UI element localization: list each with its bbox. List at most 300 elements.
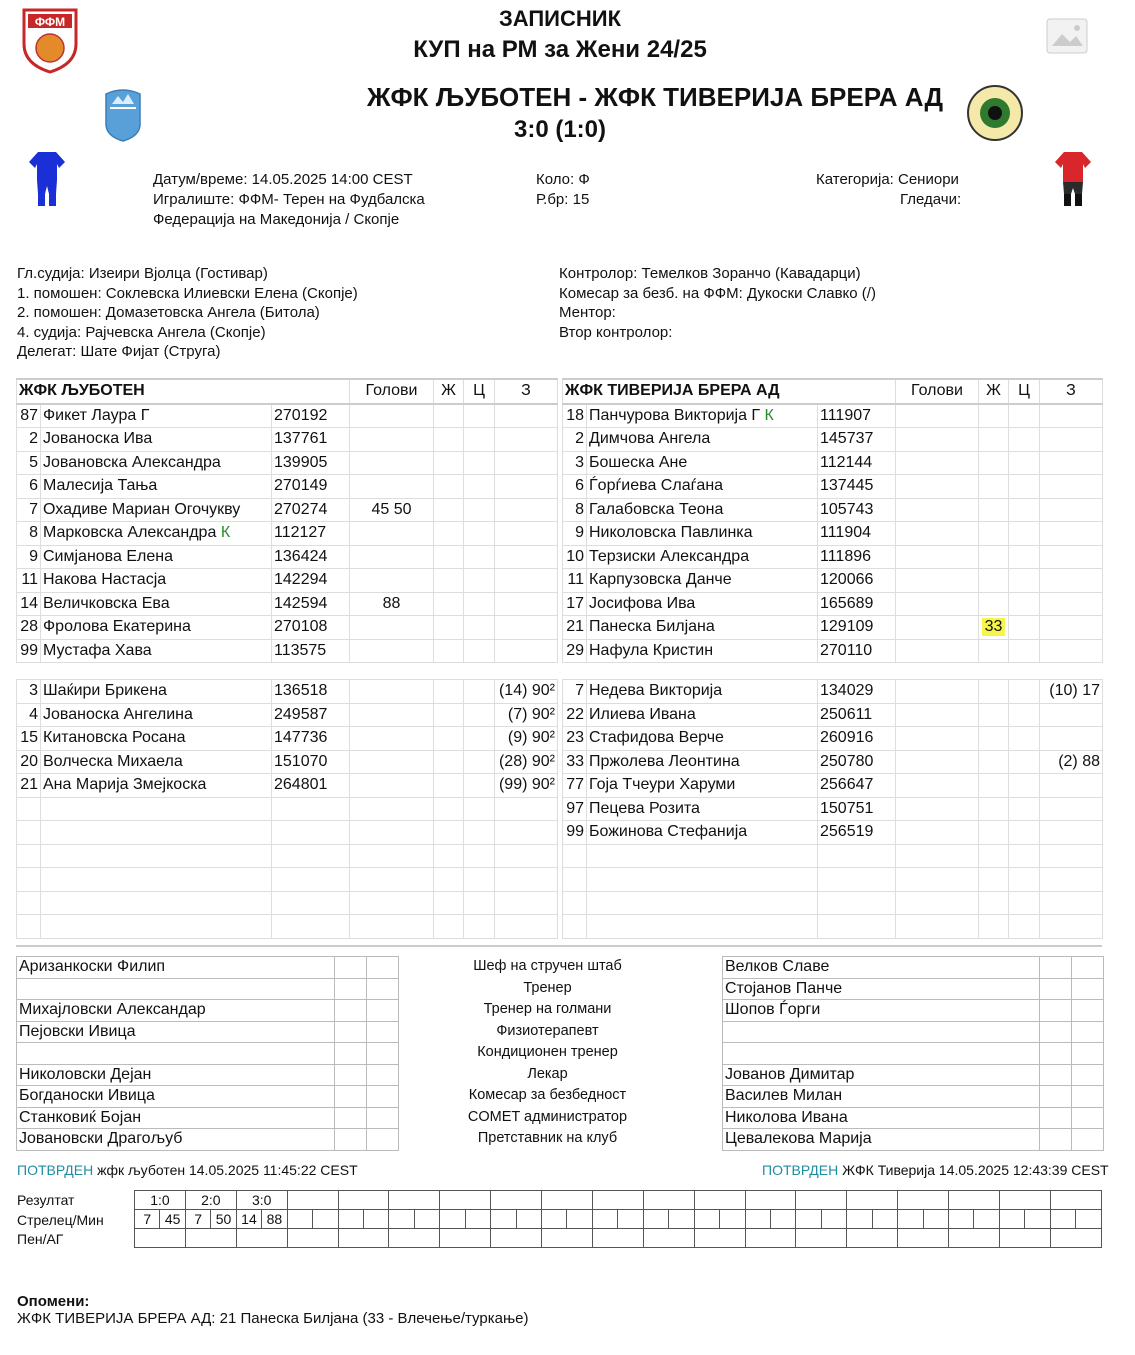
player-row bbox=[563, 797, 1103, 821]
player-id: 142294 bbox=[272, 569, 350, 593]
cautions-title: Опомени: bbox=[17, 1293, 90, 1310]
penalty-cell bbox=[796, 1229, 847, 1248]
player-name-text: Малесија Тања bbox=[43, 477, 158, 495]
penalty-cell bbox=[694, 1229, 745, 1248]
player-row bbox=[17, 428, 558, 452]
player-yellow bbox=[434, 774, 464, 798]
player-sub bbox=[495, 451, 558, 475]
staff-role: Тренер bbox=[523, 979, 572, 996]
player-goals bbox=[350, 522, 434, 546]
empty-cell bbox=[818, 915, 896, 939]
player-row bbox=[563, 522, 1103, 546]
result-score bbox=[949, 1191, 1000, 1210]
player-number: 6 bbox=[17, 475, 41, 499]
result-score bbox=[1050, 1191, 1101, 1210]
player-number: 10 bbox=[563, 545, 587, 569]
player-goals bbox=[350, 404, 434, 428]
scorer-cell bbox=[847, 1210, 872, 1229]
player-number: 11 bbox=[17, 569, 41, 593]
empty-cell bbox=[1072, 978, 1104, 1000]
empty-cell bbox=[335, 1107, 367, 1129]
penalty-cell bbox=[185, 1229, 236, 1248]
staff-name: Пејовски Ивица bbox=[17, 1021, 335, 1043]
player-row bbox=[563, 569, 1103, 593]
player-name-text: Недева Викторија bbox=[589, 682, 723, 700]
player-sub bbox=[1040, 569, 1103, 593]
player-red bbox=[464, 475, 495, 499]
empty-cell bbox=[495, 915, 558, 939]
empty-cell bbox=[587, 844, 818, 868]
player-name bbox=[587, 522, 818, 546]
player-name-text: Ѓорѓиева Слаѓана bbox=[589, 477, 724, 495]
home-club-logo bbox=[104, 88, 142, 146]
staff-name: Станковиќ Бојан bbox=[17, 1107, 335, 1129]
player-id: 105743 bbox=[818, 498, 896, 522]
player-sub bbox=[1040, 498, 1103, 522]
player-row bbox=[17, 750, 558, 774]
empty-cell bbox=[367, 1107, 399, 1129]
player-id: 111907 bbox=[818, 404, 896, 428]
scorer-cell bbox=[669, 1210, 694, 1229]
player-row bbox=[17, 891, 558, 915]
player-goals: 45 50 bbox=[350, 498, 434, 522]
player-row bbox=[17, 774, 558, 798]
player-name bbox=[41, 569, 272, 593]
empty-cell bbox=[1072, 1021, 1104, 1043]
staff-name: Аризанкоски Филип bbox=[17, 957, 335, 979]
player-sub bbox=[495, 639, 558, 663]
player-id: 147736 bbox=[272, 727, 350, 751]
player-red bbox=[464, 404, 495, 428]
player-yellow bbox=[434, 592, 464, 616]
staff-name: Велков Славе bbox=[723, 957, 1040, 979]
score: 3:0 (1:0) bbox=[513, 116, 607, 143]
official-line: Втор контролор: bbox=[559, 323, 673, 341]
result-score bbox=[745, 1191, 796, 1210]
divider bbox=[16, 945, 1102, 947]
player-sub bbox=[1040, 451, 1103, 475]
player-number: 21 bbox=[563, 616, 587, 640]
player-sub: (10) 17 bbox=[1040, 680, 1103, 704]
penalty-label: Пен/АГ bbox=[17, 1231, 64, 1247]
officials-right bbox=[559, 264, 876, 342]
empty-cell bbox=[495, 891, 558, 915]
staff-row bbox=[723, 1107, 1104, 1129]
col-sub: З bbox=[1040, 379, 1103, 404]
staff-name bbox=[17, 1043, 335, 1065]
empty-cell bbox=[896, 868, 979, 892]
scorer-cell bbox=[338, 1210, 363, 1229]
staff-row bbox=[17, 1064, 399, 1086]
player-row bbox=[563, 821, 1103, 845]
player-red bbox=[1009, 404, 1040, 428]
empty-cell bbox=[979, 891, 1009, 915]
empty-cell bbox=[464, 868, 495, 892]
empty-cell bbox=[464, 844, 495, 868]
competition-title: КУП на РМ за Жени 24/25 bbox=[413, 36, 707, 63]
player-number: 2 bbox=[563, 428, 587, 452]
empty-cell bbox=[41, 797, 272, 821]
player-sub: (9) 90² bbox=[495, 727, 558, 751]
empty-cell bbox=[367, 1043, 399, 1065]
player-row bbox=[563, 545, 1103, 569]
empty-cell bbox=[17, 797, 41, 821]
player-name-text: Терзиски Александра bbox=[589, 547, 750, 565]
player-row bbox=[17, 545, 558, 569]
staff-row bbox=[723, 1086, 1104, 1108]
empty-cell bbox=[563, 915, 587, 939]
staff-row bbox=[723, 978, 1104, 1000]
player-sub bbox=[1040, 616, 1103, 640]
player-name-text: Илиева Ивана bbox=[589, 705, 696, 723]
player-red bbox=[464, 703, 495, 727]
player-name-text: Марковска Александра bbox=[43, 524, 217, 542]
match-datetime: Датум/време: 14.05.2025 14:00 CEST bbox=[153, 171, 413, 188]
scorer-cell bbox=[999, 1210, 1024, 1229]
player-row bbox=[17, 727, 558, 751]
player-id: 264801 bbox=[272, 774, 350, 798]
match-round: Коло: Ф bbox=[536, 171, 590, 188]
empty-cell bbox=[335, 978, 367, 1000]
player-goals bbox=[896, 680, 979, 704]
penalty-cell bbox=[847, 1229, 898, 1248]
player-yellow bbox=[979, 404, 1009, 428]
empty-cell bbox=[464, 821, 495, 845]
player-goals bbox=[896, 639, 979, 663]
player-name-text: Јовановска Александра bbox=[43, 453, 221, 471]
player-red bbox=[464, 639, 495, 663]
player-red bbox=[1009, 428, 1040, 452]
official-line: Делегат: Шате Фијат (Струга) bbox=[17, 343, 221, 361]
empty-cell bbox=[896, 844, 979, 868]
penalty-cell bbox=[949, 1229, 1000, 1248]
player-row bbox=[17, 498, 558, 522]
empty-cell bbox=[434, 821, 464, 845]
staff-name bbox=[723, 1043, 1040, 1065]
staff-row bbox=[17, 957, 399, 979]
away-confirmation bbox=[762, 1160, 1109, 1180]
scorer-cell: 14 bbox=[236, 1210, 261, 1229]
player-name bbox=[41, 428, 272, 452]
doc-title: ЗАПИСНИК bbox=[498, 6, 622, 31]
player-yellow bbox=[979, 545, 1009, 569]
player-name bbox=[41, 475, 272, 499]
player-row bbox=[563, 639, 1103, 663]
player-id: 112144 bbox=[818, 451, 896, 475]
player-yellow bbox=[979, 727, 1009, 751]
empty-cell bbox=[350, 868, 434, 892]
player-goals bbox=[350, 616, 434, 640]
player-goals bbox=[896, 750, 979, 774]
penalty-cell bbox=[745, 1229, 796, 1248]
player-red bbox=[1009, 774, 1040, 798]
staff-name bbox=[723, 1021, 1040, 1043]
staff-row bbox=[17, 1021, 399, 1043]
player-id: 270149 bbox=[272, 475, 350, 499]
empty-cell bbox=[335, 1086, 367, 1108]
result-score bbox=[694, 1191, 745, 1210]
staff-row bbox=[723, 1000, 1104, 1022]
player-row bbox=[17, 404, 558, 428]
player-sub: (99) 90² bbox=[495, 774, 558, 798]
player-name bbox=[587, 727, 818, 751]
empty-cell bbox=[272, 891, 350, 915]
player-goals bbox=[350, 727, 434, 751]
col-red: Ц bbox=[464, 379, 495, 404]
player-row bbox=[563, 616, 1103, 640]
scorer-cell bbox=[465, 1210, 490, 1229]
player-number: 9 bbox=[17, 545, 41, 569]
player-name bbox=[587, 616, 818, 640]
scorer-cell bbox=[287, 1210, 312, 1229]
player-name-text: Панеска Билјана bbox=[589, 618, 715, 636]
player-sub bbox=[1040, 545, 1103, 569]
player-row bbox=[17, 569, 558, 593]
empty-cell bbox=[41, 868, 272, 892]
player-yellow bbox=[434, 475, 464, 499]
result-score bbox=[338, 1191, 389, 1210]
player-red bbox=[1009, 475, 1040, 499]
scorer-cell bbox=[770, 1210, 795, 1229]
empty-cell bbox=[818, 891, 896, 915]
player-goals bbox=[896, 797, 979, 821]
player-name-text: Стафидова Верче bbox=[589, 729, 724, 747]
col-yellow: Ж bbox=[979, 379, 1009, 404]
player-number: 3 bbox=[17, 680, 41, 704]
scorer-cell bbox=[1050, 1210, 1075, 1229]
ffm-logo-text: ФФМ bbox=[34, 15, 66, 29]
player-row bbox=[17, 592, 558, 616]
empty-cell bbox=[1040, 1000, 1072, 1022]
player-id: 256519 bbox=[818, 821, 896, 845]
player-name bbox=[587, 639, 818, 663]
player-row bbox=[17, 639, 558, 663]
yellow-card-minute: 33 bbox=[982, 618, 1006, 636]
player-name-text: Јованоска Ива bbox=[43, 430, 153, 448]
player-red bbox=[1009, 797, 1040, 821]
player-row bbox=[563, 680, 1103, 704]
player-sub: (28) 90² bbox=[495, 750, 558, 774]
scorer-cell bbox=[1076, 1210, 1102, 1229]
empty-cell bbox=[1040, 915, 1103, 939]
empty-cell bbox=[896, 915, 979, 939]
empty-cell bbox=[350, 844, 434, 868]
scorer-cell bbox=[694, 1210, 719, 1229]
player-red bbox=[1009, 569, 1040, 593]
player-row bbox=[563, 498, 1103, 522]
player-yellow bbox=[434, 727, 464, 751]
staff-role: COMET администратор bbox=[467, 1108, 628, 1125]
col-goals: Голови bbox=[350, 379, 434, 404]
empty-cell bbox=[41, 891, 272, 915]
player-row bbox=[563, 750, 1103, 774]
player-yellow bbox=[979, 616, 1009, 640]
scorer-cell bbox=[745, 1210, 770, 1229]
staff-row bbox=[17, 1107, 399, 1129]
result-label: Резултат bbox=[17, 1192, 75, 1208]
away-kit-icon bbox=[1054, 150, 1092, 212]
staff-name: Стојанов Панче bbox=[723, 978, 1040, 1000]
player-id: 256647 bbox=[818, 774, 896, 798]
away-staff-table bbox=[722, 956, 1104, 1151]
result-score bbox=[592, 1191, 643, 1210]
match-spectators: Гледачи: bbox=[900, 191, 962, 208]
staff-row bbox=[723, 957, 1104, 979]
player-sub: (7) 90² bbox=[495, 703, 558, 727]
empty-cell bbox=[464, 797, 495, 821]
empty-cell bbox=[17, 915, 41, 939]
empty-cell bbox=[434, 797, 464, 821]
staff-row bbox=[17, 1086, 399, 1108]
empty-cell bbox=[563, 891, 587, 915]
scorer-cell bbox=[643, 1210, 668, 1229]
player-goals bbox=[350, 703, 434, 727]
empty-cell bbox=[1040, 1021, 1072, 1043]
player-id: 137761 bbox=[272, 428, 350, 452]
staff-name: Николова Ивана bbox=[723, 1107, 1040, 1129]
player-name bbox=[41, 774, 272, 798]
player-yellow bbox=[979, 639, 1009, 663]
player-red bbox=[464, 451, 495, 475]
results-grid bbox=[134, 1190, 1102, 1248]
result-score: 3:0 bbox=[236, 1191, 287, 1210]
player-name bbox=[41, 616, 272, 640]
player-name-text: Карпузовска Данче bbox=[589, 571, 732, 589]
player-sub bbox=[1040, 592, 1103, 616]
player-number: 18 bbox=[563, 404, 587, 428]
empty-cell bbox=[1040, 1064, 1072, 1086]
staff-roles bbox=[440, 956, 655, 1150]
player-row bbox=[17, 616, 558, 640]
empty-cell bbox=[1072, 1064, 1104, 1086]
player-goals bbox=[896, 428, 979, 452]
official-line: 1. помошен: Соклевска Илиевски Елена (Скопје) bbox=[17, 284, 358, 302]
player-number: 29 bbox=[563, 639, 587, 663]
empty-cell bbox=[1040, 844, 1103, 868]
empty-cell bbox=[272, 868, 350, 892]
player-yellow bbox=[434, 703, 464, 727]
player-name bbox=[587, 451, 818, 475]
player-name-text: Гоја Тчеури Харуми bbox=[589, 776, 736, 794]
player-number: 4 bbox=[17, 703, 41, 727]
player-number: 87 bbox=[17, 404, 41, 428]
staff-row bbox=[723, 1043, 1104, 1065]
player-row bbox=[563, 428, 1103, 452]
player-sub: (14) 90² bbox=[495, 680, 558, 704]
result-score bbox=[491, 1191, 542, 1210]
scorer-cell bbox=[949, 1210, 974, 1229]
empty-cell bbox=[272, 821, 350, 845]
penalty-cell bbox=[236, 1229, 287, 1248]
result-score bbox=[643, 1191, 694, 1210]
player-red bbox=[464, 569, 495, 593]
scorer-cell: 7 bbox=[135, 1210, 160, 1229]
player-yellow bbox=[434, 545, 464, 569]
results-row bbox=[135, 1191, 1102, 1210]
player-yellow bbox=[979, 498, 1009, 522]
results-row bbox=[135, 1210, 1102, 1229]
player-sub bbox=[1040, 727, 1103, 751]
player-red bbox=[1009, 616, 1040, 640]
penalty-cell bbox=[643, 1229, 694, 1248]
player-row bbox=[563, 891, 1103, 915]
empty-cell bbox=[350, 891, 434, 915]
staff-name: Михајловски Александар bbox=[17, 1000, 335, 1022]
player-number: 23 bbox=[563, 727, 587, 751]
player-goals bbox=[350, 750, 434, 774]
confirmed-text: жфк љуботен 14.05.2025 11:45:22 CEST bbox=[97, 1162, 358, 1178]
player-number: 97 bbox=[563, 797, 587, 821]
player-name bbox=[41, 404, 272, 428]
penalty-cell bbox=[542, 1229, 593, 1248]
player-red bbox=[1009, 451, 1040, 475]
empty-cell bbox=[896, 891, 979, 915]
player-goals bbox=[350, 545, 434, 569]
staff-role: Претставник на клуб bbox=[477, 1130, 618, 1146]
home-roster-table bbox=[16, 378, 558, 663]
player-name bbox=[587, 545, 818, 569]
empty-cell bbox=[272, 797, 350, 821]
player-red bbox=[1009, 639, 1040, 663]
player-name bbox=[587, 774, 818, 798]
player-red bbox=[1009, 703, 1040, 727]
empty-cell bbox=[434, 915, 464, 939]
player-sub bbox=[1040, 797, 1103, 821]
results-labels bbox=[17, 1191, 104, 1250]
player-id: 249587 bbox=[272, 703, 350, 727]
match-title: ЖФК ЉУБОТЕН - ЖФК ТИВЕРИЈА БРЕРА АД bbox=[366, 82, 944, 112]
empty-cell bbox=[1040, 1043, 1072, 1065]
player-id: 139905 bbox=[272, 451, 350, 475]
player-name-text: Панчурова Викторија Г bbox=[589, 406, 761, 424]
player-name-text: Китановска Росана bbox=[43, 729, 186, 747]
player-red bbox=[464, 750, 495, 774]
player-sub bbox=[495, 545, 558, 569]
penalty-cell bbox=[287, 1229, 338, 1248]
player-row bbox=[563, 475, 1103, 499]
scorer-cell bbox=[872, 1210, 897, 1229]
player-red bbox=[1009, 680, 1040, 704]
col-sub: З bbox=[495, 379, 558, 404]
staff-name bbox=[17, 978, 335, 1000]
empty-cell bbox=[367, 1021, 399, 1043]
penalty-cell bbox=[338, 1229, 389, 1248]
player-name-text: Фролова Екатерина bbox=[43, 618, 191, 636]
player-number: 28 bbox=[17, 616, 41, 640]
empty-cell bbox=[434, 868, 464, 892]
staff-role: Лекар bbox=[527, 1065, 568, 1082]
player-row bbox=[17, 797, 558, 821]
player-name-text: Нафула Кристин bbox=[589, 641, 714, 659]
scorer-cell: 88 bbox=[262, 1210, 287, 1229]
player-name bbox=[41, 680, 272, 704]
player-red bbox=[1009, 592, 1040, 616]
player-red bbox=[464, 616, 495, 640]
player-name-text: Фикет Лаура Г bbox=[43, 406, 150, 424]
player-name bbox=[41, 545, 272, 569]
result-score bbox=[898, 1191, 949, 1210]
player-name-text: Јованоска Ангелина bbox=[43, 705, 193, 723]
result-score bbox=[796, 1191, 847, 1210]
scorer-cell bbox=[542, 1210, 567, 1229]
player-red bbox=[1009, 545, 1040, 569]
player-name-text: Бошеска Ане bbox=[589, 453, 688, 471]
match-number: Р.бр: 15 bbox=[536, 191, 590, 208]
player-sub bbox=[1040, 703, 1103, 727]
player-id: 270108 bbox=[272, 616, 350, 640]
player-name bbox=[587, 797, 818, 821]
empty-cell bbox=[335, 1043, 367, 1065]
